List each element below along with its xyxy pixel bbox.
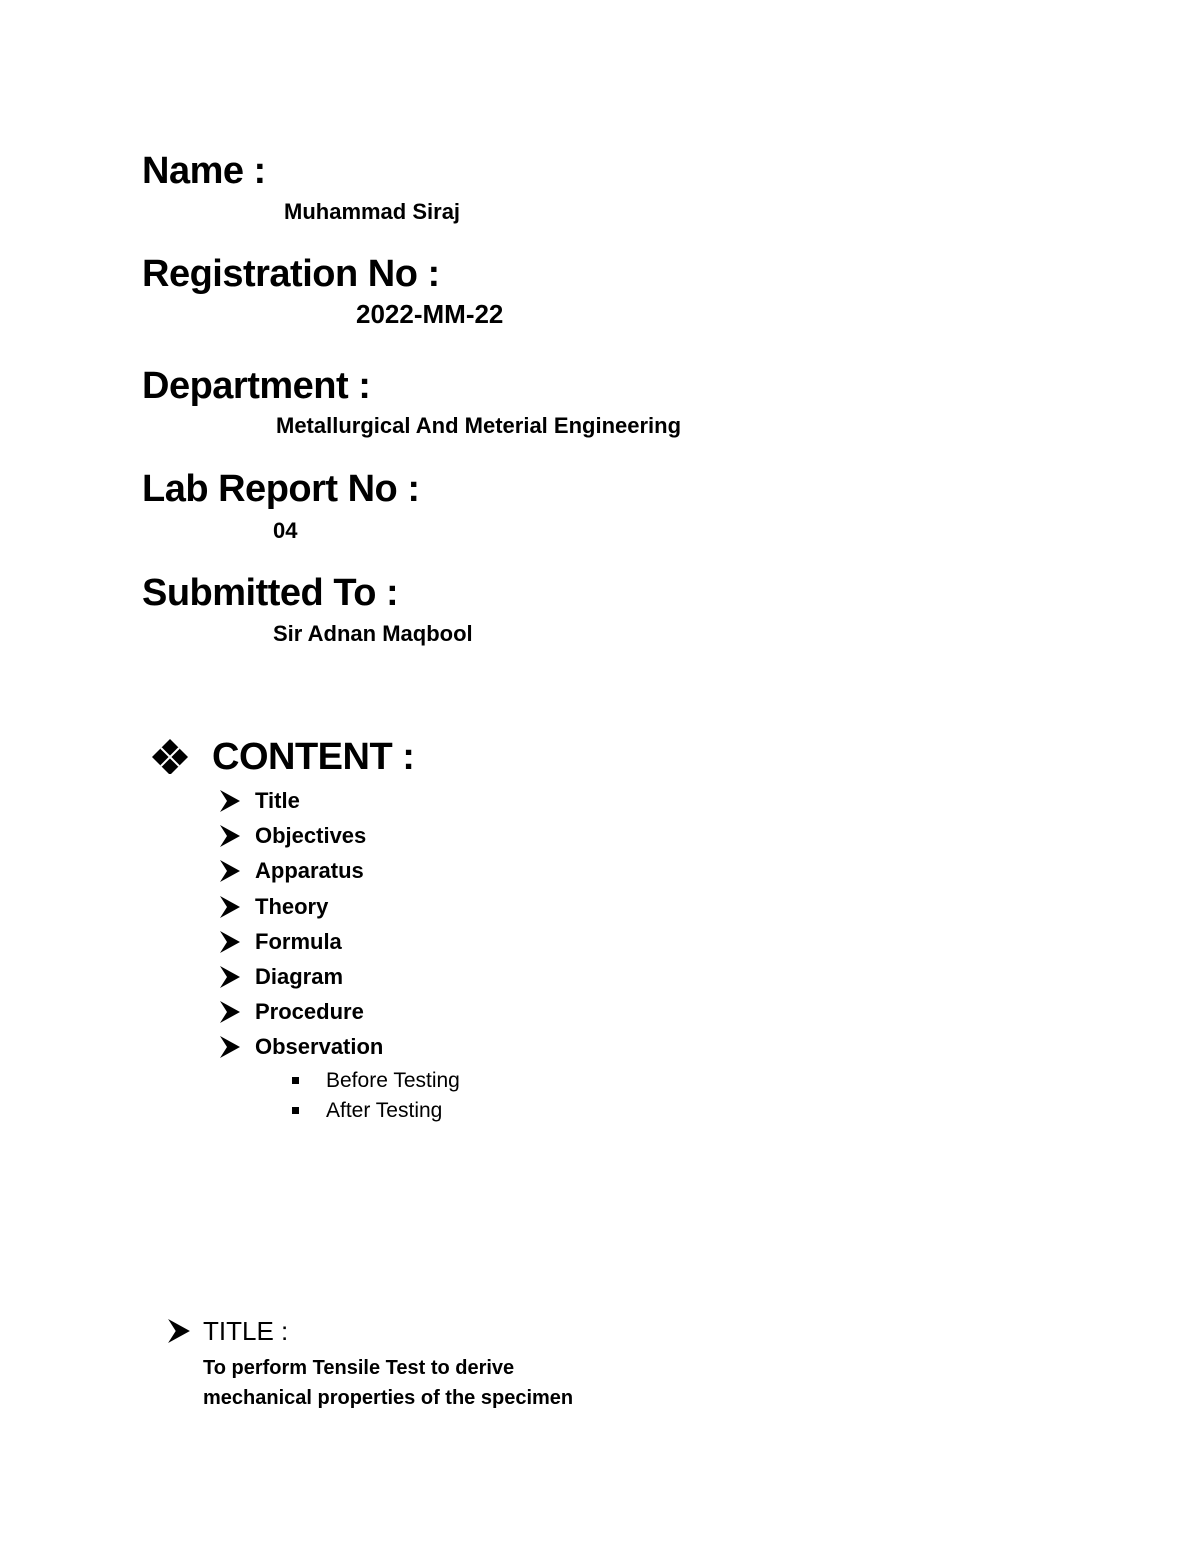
department-label: Department : — [142, 365, 371, 407]
list-item — [220, 894, 328, 920]
list-item — [220, 1034, 383, 1060]
arrow-icon — [220, 1036, 240, 1058]
list-item — [220, 823, 366, 849]
list-item-label: Diagram — [255, 964, 344, 989]
list-item — [220, 964, 343, 990]
registration-label: Registration No : — [142, 253, 440, 295]
title-section-heading — [168, 1318, 288, 1344]
arrow-icon — [220, 825, 240, 847]
department-value: Metallurgical And Meterial Engineering — [276, 413, 682, 438]
list-item-label: Apparatus — [255, 858, 364, 883]
title-heading-label: TITLE : — [203, 1316, 289, 1346]
arrow-icon — [168, 1319, 190, 1343]
arrow-icon — [220, 790, 240, 812]
list-item — [220, 788, 300, 814]
submitted-label: Submitted To : — [142, 572, 399, 614]
arrow-icon — [220, 966, 240, 988]
lab-report-label: Lab Report No : — [142, 468, 420, 510]
sub-list-item — [292, 1098, 442, 1122]
name-label: Name : — [142, 150, 266, 192]
list-item-label: Theory — [255, 894, 329, 919]
title-line-1: To perform Tensile Test to derive — [203, 1357, 515, 1379]
list-item — [220, 929, 342, 955]
list-item-label: Observation — [255, 1034, 384, 1059]
name-value: Muhammad Siraj — [284, 199, 461, 224]
list-item-label: Title — [255, 788, 300, 813]
arrow-icon — [220, 931, 240, 953]
square-icon — [292, 1107, 299, 1114]
submitted-value: Sir Adnan Maqbool — [273, 621, 473, 646]
list-item-label: Formula — [255, 929, 342, 954]
arrow-icon — [220, 896, 240, 918]
list-item — [220, 858, 364, 884]
sub-list-item-label: Before Testing — [326, 1068, 460, 1092]
content-heading: CONTENT : — [212, 736, 415, 778]
registration-value: 2022-MM-22 — [356, 299, 504, 329]
list-item-label: Objectives — [255, 823, 367, 848]
square-icon — [292, 1077, 299, 1084]
arrow-icon — [220, 1001, 240, 1023]
sub-list-item-label: After Testing — [326, 1098, 443, 1122]
arrow-icon — [220, 860, 240, 882]
diamond-icon — [152, 738, 188, 774]
sub-list-item — [292, 1068, 460, 1092]
lab-report-value: 04 — [273, 518, 298, 543]
title-line-2: mechanical properties of the specimen — [203, 1387, 574, 1409]
list-item-label: Procedure — [255, 999, 364, 1024]
list-item — [220, 999, 364, 1025]
